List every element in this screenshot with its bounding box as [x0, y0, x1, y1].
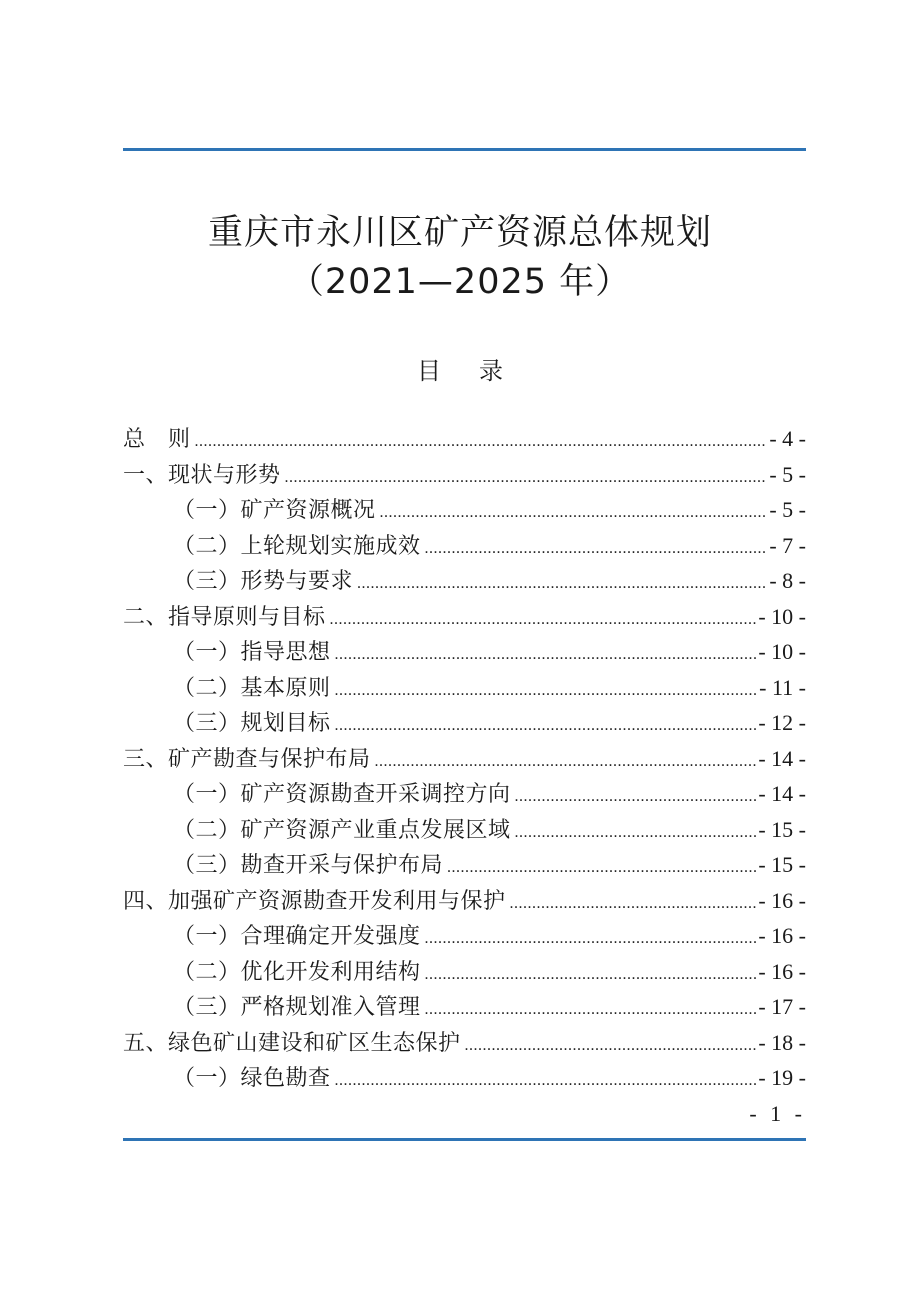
- toc-entry-label: （三）形势与要求: [173, 569, 354, 594]
- toc-entry[interactable]: [123, 884, 806, 920]
- footer-rule: [123, 1138, 806, 1141]
- toc-entry-label: 五、绿色矿山建设和矿区生态保护: [123, 1030, 461, 1056]
- toc-entry[interactable]: [123, 1026, 806, 1062]
- table-of-contents: [123, 422, 806, 1097]
- toc-entry[interactable]: [123, 919, 806, 955]
- toc-entry[interactable]: [123, 600, 806, 636]
- toc-entry-label: 二、指导原则与目标: [123, 604, 326, 630]
- toc-entry-label: （一）指导思想: [173, 640, 331, 665]
- toc-entry-label: （二）优化开发利用结构: [173, 959, 421, 985]
- toc-dot-leader: [515, 788, 757, 806]
- toc-entry-label: （三）规划目标: [173, 711, 331, 736]
- toc-entry[interactable]: [123, 742, 806, 778]
- toc-entry-page: - 10 -: [758, 639, 806, 664]
- toc-entry-label: （一）合理确定开发强度: [173, 924, 421, 949]
- page-number: - 1 -: [749, 1101, 806, 1126]
- toc-entry-page: - 16 -: [758, 887, 806, 913]
- toc-entry-label: （二）基本原则: [173, 675, 331, 701]
- toc-dot-leader: [335, 717, 757, 735]
- toc-dot-leader: [425, 930, 757, 948]
- toc-dot-leader: [335, 682, 758, 700]
- toc-entry-page: - 16 -: [758, 958, 806, 984]
- toc-entry[interactable]: [123, 813, 806, 849]
- toc-entry[interactable]: [123, 848, 806, 884]
- toc-entry[interactable]: [123, 458, 806, 494]
- toc-entry-page: - 11 -: [759, 674, 806, 700]
- document-title: 重庆市永川区矿产资源总体规划: [207, 213, 712, 253]
- toc-dot-leader: [357, 575, 767, 593]
- toc-entry-page: - 19 -: [758, 1065, 806, 1090]
- toc-dot-leader: [330, 611, 757, 629]
- toc-dot-leader: [465, 1037, 757, 1055]
- toc-dot-leader: [515, 824, 757, 842]
- toc-entry[interactable]: [123, 422, 806, 458]
- header-rule: [123, 148, 806, 151]
- toc-entry[interactable]: [123, 671, 806, 707]
- toc-entry-page: - 7 -: [769, 532, 806, 558]
- toc-dot-leader: [195, 433, 768, 451]
- toc-entry-page: - 10 -: [758, 603, 806, 629]
- toc-entry-page: - 14 -: [758, 745, 806, 771]
- toc-dot-leader: [510, 895, 757, 913]
- toc-entry-label: （一）矿产资源概况: [173, 498, 376, 523]
- toc-entry[interactable]: [123, 706, 806, 742]
- toc-entry-page: - 16 -: [758, 923, 806, 948]
- toc-entry-page: - 5 -: [769, 497, 806, 522]
- toc-entry-page: - 15 -: [758, 852, 806, 877]
- toc-entry-page: - 4 -: [769, 426, 806, 451]
- toc-entry-label: （三）严格规划准入管理: [173, 995, 421, 1020]
- toc-entry[interactable]: [123, 955, 806, 991]
- toc-entry[interactable]: [123, 635, 806, 671]
- toc-dot-leader: [380, 504, 768, 522]
- toc-entry-label: 一、现状与形势: [123, 462, 281, 488]
- toc-entry[interactable]: [123, 990, 806, 1026]
- toc-dot-leader: [425, 966, 757, 984]
- toc-dot-leader: [425, 540, 768, 558]
- toc-entry-label: 三、矿产勘查与保护布局: [123, 746, 371, 772]
- toc-entry[interactable]: [123, 1061, 806, 1097]
- toc-entry-page: - 17 -: [758, 994, 806, 1019]
- toc-dot-leader: [285, 469, 768, 487]
- toc-entry-label: （一）绿色勘查: [173, 1066, 331, 1091]
- toc-entry[interactable]: [123, 529, 806, 565]
- toc-entry[interactable]: [123, 493, 806, 529]
- toc-entry-label: （三）勘查开采与保护布局: [173, 853, 444, 878]
- toc-dot-leader: [335, 1072, 757, 1090]
- document-subtitle-years: （2021—2025 年）: [288, 262, 632, 302]
- toc-dot-leader: [447, 859, 756, 877]
- toc-entry-page: - 5 -: [769, 461, 806, 487]
- toc-entry[interactable]: [123, 564, 806, 600]
- toc-dot-leader: [425, 1001, 757, 1019]
- toc-entry-label: 四、加强矿产资源勘查开发利用与保护: [123, 888, 506, 914]
- toc-dot-leader: [375, 753, 757, 771]
- toc-entry-page: - 14 -: [758, 781, 806, 806]
- toc-heading: 目录: [417, 357, 541, 385]
- toc-dot-leader: [335, 646, 757, 664]
- toc-entry-page: - 8 -: [769, 568, 806, 593]
- toc-entry-label: （二）上轮规划实施成效: [173, 533, 421, 559]
- toc-entry[interactable]: [123, 777, 806, 813]
- toc-entry-page: - 18 -: [758, 1029, 806, 1055]
- toc-entry-label: （一）矿产资源勘查开采调控方向: [173, 782, 511, 807]
- toc-entry-page: - 15 -: [758, 816, 806, 842]
- toc-entry-label: 总 则: [123, 427, 191, 452]
- toc-entry-label: （二）矿产资源产业重点发展区域: [173, 817, 511, 843]
- toc-entry-page: - 12 -: [758, 710, 806, 735]
